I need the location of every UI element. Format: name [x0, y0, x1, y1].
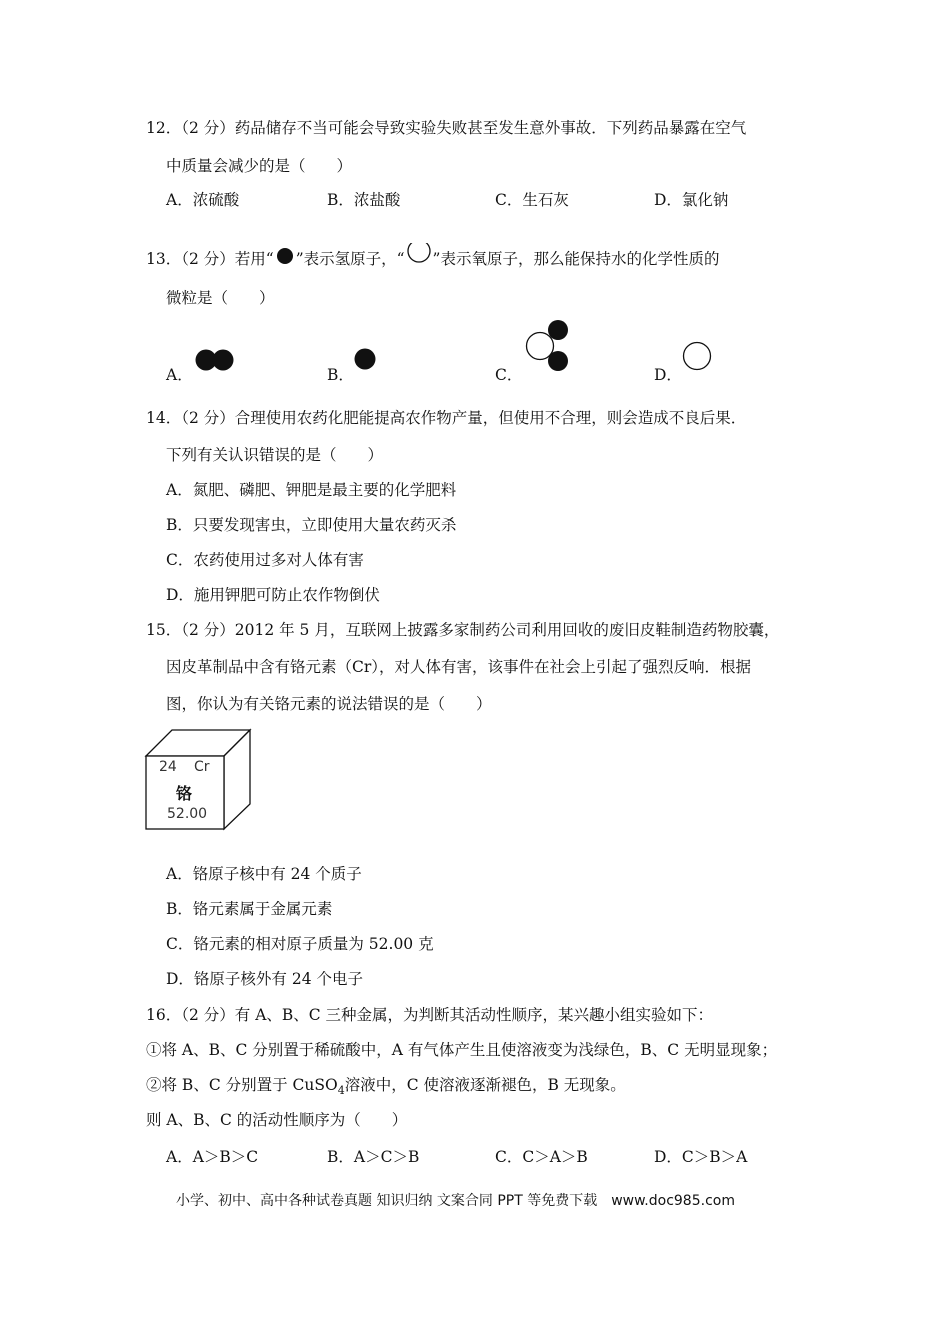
oxygen-atom-icon [405, 243, 433, 265]
q12-option-d: D．氯化钠 [654, 191, 729, 209]
q12-option-b: B．浓盐酸 [327, 191, 401, 209]
q14-stem-line1: 14．（2 分）合理使用农药化肥能提高农作物产量，但使用不合理，则会造成不良后果． [146, 409, 747, 427]
q12-option-c: C．生石灰 [495, 191, 569, 209]
q15-option-b: B．铬元素属于金属元素 [166, 900, 333, 918]
q13-stem-line1 [146, 243, 719, 269]
q15-stem-line2: 因皮革制品中含有铬元素（Cr），对人体有害，该事件在社会上引起了强烈反响．根据 [166, 658, 752, 676]
atom-o-icon [681, 340, 713, 372]
q16-step2-a: ②将 B、C 分别置于 CuSO [146, 1076, 338, 1094]
hydrogen-atom-icon [274, 248, 296, 266]
molecule-h2o-icon [522, 318, 572, 374]
q13-stem-part1: 13．（2 分）若用“ [146, 250, 274, 268]
q15-option-d: D．铬原子核外有 24 个电子 [166, 970, 364, 988]
q15-option-a: A．铬原子核中有 24 个质子 [166, 865, 362, 883]
q16-step2-sub: 4 [337, 1084, 345, 1098]
molecule-h2-icon [194, 347, 238, 373]
element-card-cr [144, 728, 254, 832]
q16-step1: ①将 A、B、C 分别置于稀硫酸中，A 有气体产生且使溶液变为浅绿色，B、C 无明显现象； [146, 1041, 778, 1059]
q13-option-c: C． [495, 366, 523, 384]
q13-option-a: A． [166, 366, 193, 384]
q13-stem-part2: ”表示氢原子，“ [295, 250, 405, 268]
q13-option-d: D． [654, 366, 682, 384]
q16-stem-line1: 16．（2 分）有 A、B、C 三种金属，为判断其活动性顺序，某兴趣小组实验如下： [146, 1006, 714, 1024]
q13-stem-part3: ”表示氧原子，那么能保持水的化学性质的 [432, 250, 720, 268]
element-name: 铬 [176, 784, 193, 803]
atom-h-icon [352, 346, 378, 372]
q14-option-c: C．农药使用过多对人体有害 [166, 551, 364, 569]
q14-option-b: B．只要发现害虫，立即使用大量农药灭杀 [166, 516, 457, 534]
q13-option-b: B． [327, 366, 354, 384]
q12-option-a: A．浓硫酸 [166, 191, 240, 209]
q12-stem-line2: 中质量会减少的是（ ） [166, 157, 353, 175]
q15-option-c: C．铬元素的相对原子质量为 52.00 克 [166, 935, 434, 953]
q15-stem-line3: 图，你认为有关铬元素的说法错误的是（ ） [166, 695, 492, 713]
q16-step2-b: 溶液中，C 使溶液逐渐褪色，B 无现象。 [344, 1076, 626, 1094]
page-footer: 小学、初中、高中各种试卷真题 知识归纳 文案合同 PPT 等免费下载 www.doc985.com [176, 1193, 735, 1209]
q16-step2 [146, 1075, 626, 1101]
q13-stem-line2: 微粒是（ ） [166, 289, 275, 307]
element-symbol: Cr [194, 759, 210, 775]
q14-option-a: A．氮肥、磷肥、钾肥是最主要的化学肥料 [166, 481, 457, 499]
q14-stem-line2: 下列有关认识错误的是（ ） [166, 446, 384, 464]
q12-stem-line1: 12．（2 分）药品储存不当可能会导致实验失败甚至发生意外事故．下列药品暴露在空气 [146, 119, 747, 137]
atomic-mass: 52.00 [167, 806, 208, 822]
q16-option-b: B．A＞C＞B [327, 1148, 420, 1166]
q15-stem-line1: 15．（2 分）2012 年 5 月，互联网上披露多家制药公司利用回收的废旧皮鞋制造药物胶囊， [146, 621, 780, 639]
q16-option-d: D．C＞B＞A [654, 1148, 748, 1166]
q14-option-d: D．施用钾肥可防止农作物倒伏 [166, 586, 380, 604]
atomic-number: 24 [159, 759, 177, 775]
q16-option-a: A．A＞B＞C [166, 1148, 259, 1166]
q16-option-c: C．C＞A＞B [495, 1148, 588, 1166]
q16-stem-line4: 则 A、B、C 的活动性顺序为（ ） [146, 1111, 408, 1129]
